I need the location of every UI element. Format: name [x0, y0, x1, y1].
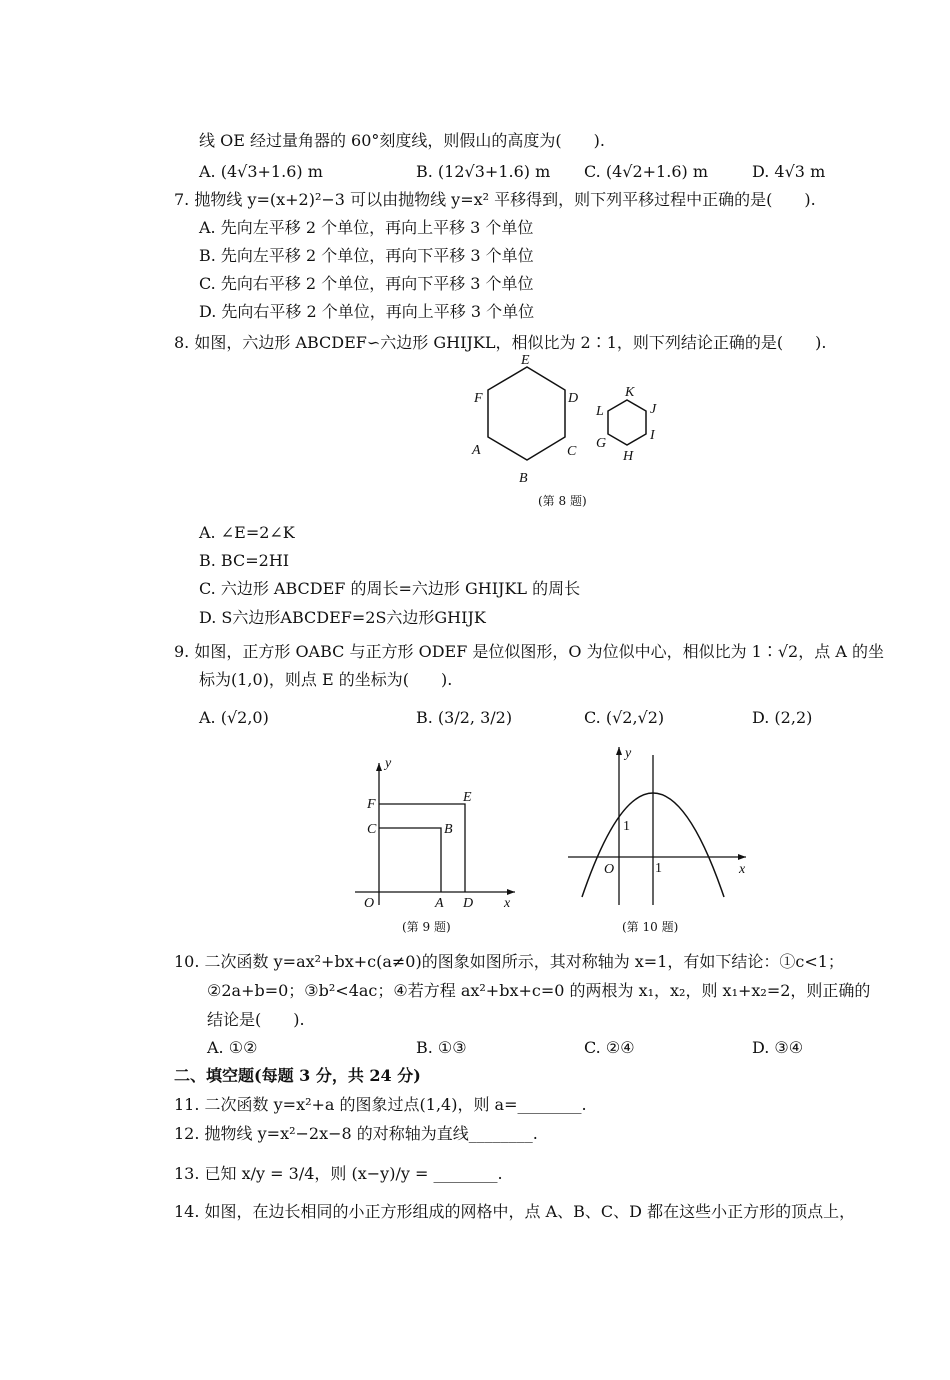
- section-2-heading: 二、填空题(每题 3 分，共 24 分): [174, 1066, 421, 1085]
- label-C: C: [367, 822, 377, 837]
- label-D: D: [463, 896, 474, 911]
- label-x: x: [739, 862, 746, 877]
- q6-stem-tail: 线 OE 经过量角器的 60°刻度线，则假山的高度为( ).: [199, 131, 605, 150]
- q6-option-c: C. (4√2+1.6) m: [584, 162, 708, 181]
- q8-option-b: B. BC=2HI: [199, 551, 290, 570]
- label-A: A: [435, 896, 444, 911]
- label-K: K: [625, 385, 635, 400]
- q6-option-b: B. (12√3+1.6) m: [416, 162, 551, 181]
- figure-10-parabola: [568, 745, 753, 910]
- label-y: y: [385, 756, 392, 771]
- q7-option-a: A. 先向左平移 2 个单位，再向上平移 3 个单位: [199, 218, 534, 237]
- q9-option-c: C. (√2,√2): [584, 708, 665, 727]
- label-one-y: 1: [623, 819, 630, 834]
- q8-stem: 8. 如图，六边形 ABCDEF∽六边形 GHIJKL，相似比为 2∶1，则下列结论正确的是( ).: [174, 333, 827, 352]
- label-J: J: [650, 402, 657, 417]
- q7-option-d: D. 先向右平移 2 个单位，再向上平移 3 个单位: [199, 302, 535, 321]
- q7-stem: 7. 抛物线 y=(x+2)²−3 可以由抛物线 y=x² 平移得到，则下列平移过程中正确的是( ).: [174, 190, 816, 209]
- label-O: O: [364, 896, 375, 911]
- hexagon-abcdef: [488, 367, 565, 460]
- square-oabc: [379, 828, 441, 892]
- q10-stem-line3: 结论是( ).: [207, 1010, 305, 1029]
- q8-option-a: A. ∠E=2∠K: [199, 523, 295, 542]
- q6-option-d: D. 4√3 m: [752, 162, 826, 181]
- figure-9-squares: [355, 755, 525, 915]
- q9-stem-line2: 标为(1,0)，则点 E 的坐标为( ).: [199, 670, 453, 689]
- q12: 12. 抛物线 y=x²−2x−8 的对称轴为直线________.: [174, 1124, 538, 1143]
- label-x: x: [504, 896, 511, 911]
- label-O: O: [604, 862, 615, 877]
- q13: 13. 已知 x/y = 3/4，则 (x−y)/y = ________.: [174, 1164, 503, 1183]
- label-y: y: [625, 746, 632, 761]
- label-one-x: 1: [655, 861, 662, 876]
- square-odef: [379, 804, 465, 892]
- label-B: B: [519, 471, 528, 486]
- q8-option-d: D. S六边形ABCDEF=2S六边形GHIJK: [199, 608, 486, 627]
- q8-option-c: C. 六边形 ABCDEF 的周长=六边形 GHIJKL 的周长: [199, 579, 581, 598]
- label-G: G: [596, 436, 607, 451]
- figure-10-caption: (第 10 题): [622, 920, 679, 934]
- label-E: E: [521, 353, 530, 368]
- q10-stem-line1: 10. 二次函数 y=ax²+bx+c(a≠0)的图象如图所示，其对称轴为 x=1，有如下结论：①c<1；: [174, 952, 844, 971]
- figure-8-hexagons: [460, 355, 680, 490]
- q9-option-b: B. (3/2, 3/2): [416, 708, 513, 727]
- q11: 11. 二次函数 y=x²+a 的图象过点(1,4)，则 a=________.: [174, 1095, 587, 1114]
- label-F: F: [367, 797, 376, 812]
- q10-option-a: A. ①②: [207, 1038, 258, 1057]
- figure-8-caption: (第 8 题): [538, 494, 587, 508]
- q10-option-b: B. ①③: [416, 1038, 467, 1057]
- label-D: D: [568, 391, 579, 406]
- q14: 14. 如图，在边长相同的小正方形组成的网格中，点 A、B、C、D 都在这些小正方形的顶点上，: [174, 1202, 856, 1221]
- label-H: H: [623, 449, 634, 464]
- q6-option-a: A. (4√3+1.6) m: [199, 162, 323, 181]
- q9-option-d: D. (2,2): [752, 708, 813, 727]
- label-L: L: [596, 404, 604, 419]
- q10-stem-line2: ②2a+b=0；③b²<4ac；④若方程 ax²+bx+c=0 的两根为 x₁，x₂，则 x₁+x₂=2，则正确的: [207, 981, 871, 1000]
- figure-9-caption: (第 9 题): [402, 920, 451, 934]
- label-I: I: [650, 428, 655, 443]
- hexagon-ghijkl: [608, 400, 646, 445]
- label-E: E: [463, 790, 472, 805]
- q10-option-c: C. ②④: [584, 1038, 635, 1057]
- label-F: F: [474, 391, 483, 406]
- q7-option-b: B. 先向左平移 2 个单位，再向下平移 3 个单位: [199, 246, 534, 265]
- label-A: A: [472, 443, 481, 458]
- q9-stem-line1: 9. 如图，正方形 OABC 与正方形 ODEF 是位似图形，O 为位似中心，相似比为 1∶√2，点 A 的坐: [174, 642, 884, 661]
- label-C: C: [567, 444, 577, 459]
- label-B: B: [444, 822, 453, 837]
- q10-option-d: D. ③④: [752, 1038, 804, 1057]
- q9-option-a: A. (√2,0): [199, 708, 269, 727]
- q7-option-c: C. 先向右平移 2 个单位，再向下平移 3 个单位: [199, 274, 534, 293]
